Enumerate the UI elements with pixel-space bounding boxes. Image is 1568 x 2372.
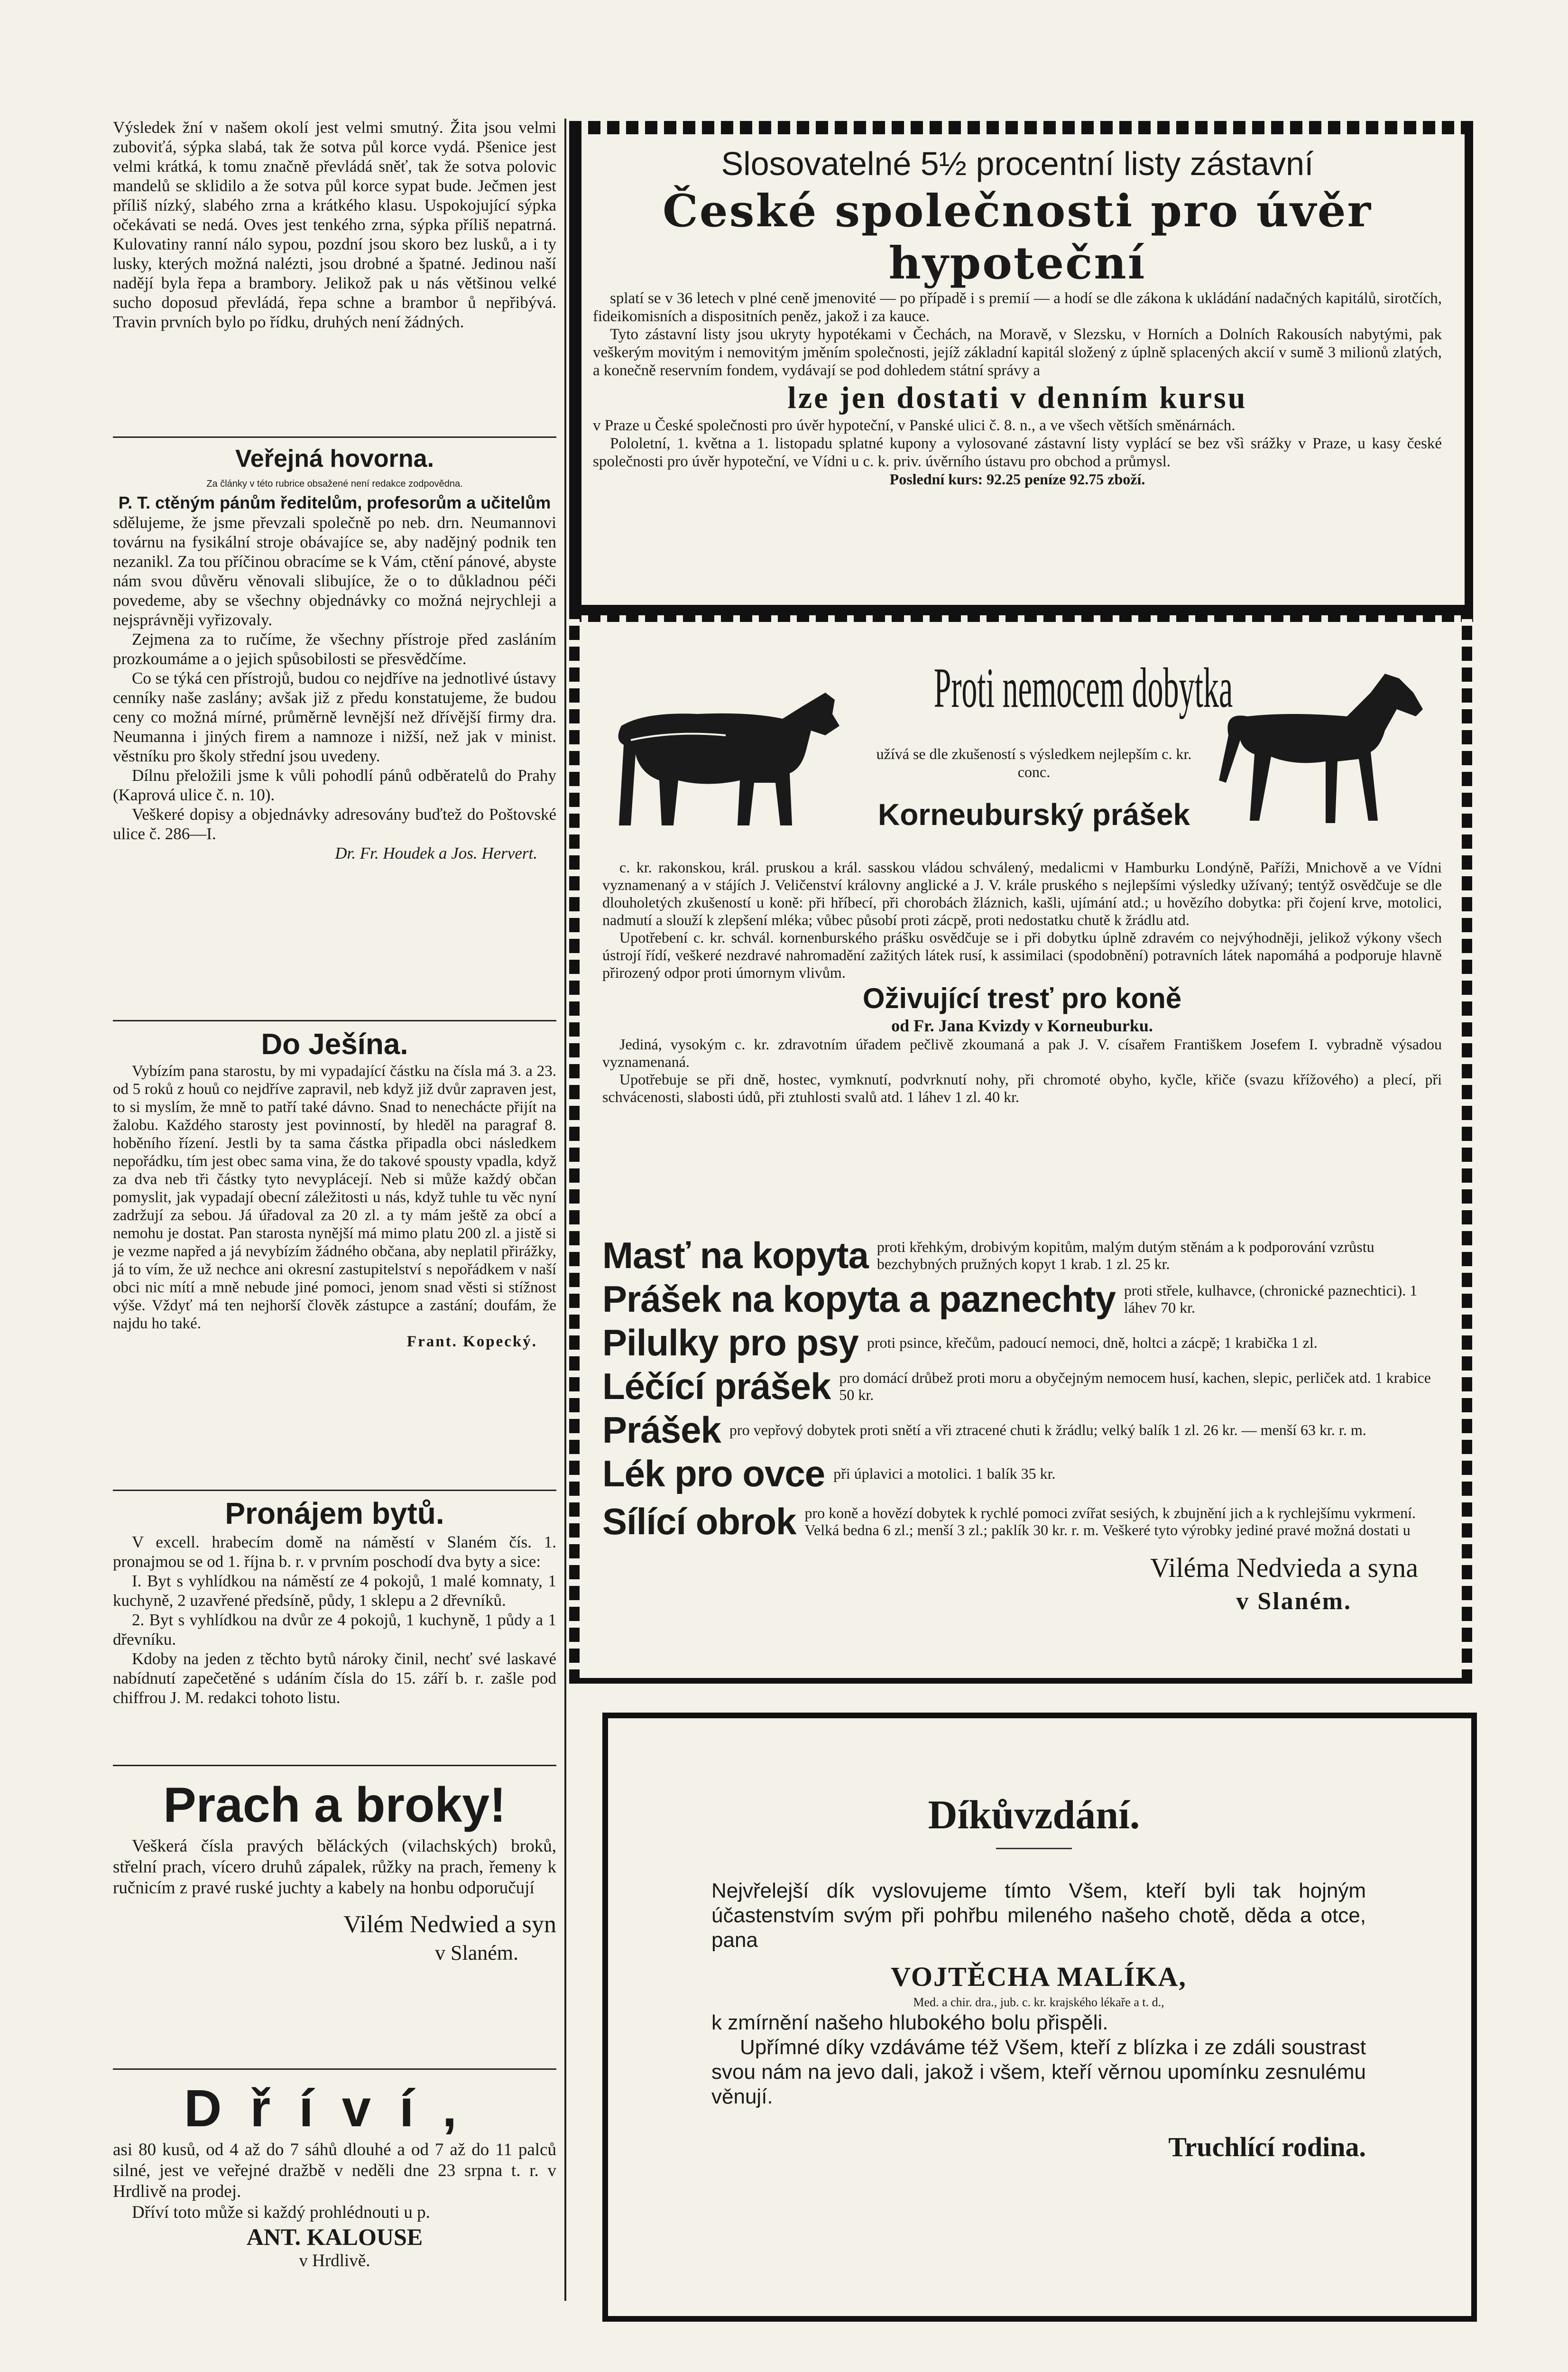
cattle-title: Proti nemocem dobytka [933, 656, 1233, 719]
column-divider [564, 119, 566, 2301]
product-row [602, 1321, 1442, 1364]
cattle-seller: Viléma Nedvieda a syna [1150, 1552, 1418, 1583]
product-desc: proti křehkým, drobivým kopitům, malým dutým stěnám a k podporování vzrůstu bezchybných pružných kopyt 1 krab. 1 zl. 25 kr. [876, 1238, 1374, 1272]
product-name: Sílící obrok [602, 1501, 796, 1542]
product-desc: při úplavici a motolici. 1 balík 35 kr. [833, 1465, 1056, 1482]
thanks-text: Upřímné díky vzdáváme též Všem, kteří z blízka i ze zdáli soustrast svou nám na jevo dali, jakož i všem, kteří věrnou upomínku zesnulému věnují. [711, 2036, 1366, 2108]
cattle-subtitle: užívá se dle zkušeností s výsledkem nejlepším c. kr. conc. [876, 745, 1192, 780]
product-row [602, 1277, 1442, 1321]
forum-paragraph: Co se týká cen přístrojů, budou co nejdříve na jednotlivé ústavy cenníky naše zaslány; avšak již z předu konstatujeme, že budou ceny co možná mírné, průměrně levnější než dřívější firmy dra. Neumanna i jiných firem a namnoze i nižší, než jak v minist. věstníku pro školy střední jsou uvedeny. [113, 669, 556, 765]
wood-text: asi 80 kusů, od 4 až do 7 sáhů dlouhé a od 7 až do 11 palců silné, jest ve veřejné dražbě v neděli dne 23 srpna t. r. v Hrdlivě na prodej. [113, 2140, 556, 2201]
deceased-title: Med. a chir. dra., jub. c. kr. krajského lékaře a t. d., [913, 1995, 1164, 2009]
divider [113, 1765, 556, 1766]
divider [113, 436, 556, 438]
thanks-text: Nejvřelejší dík vyslovujeme tímto Všem, kteří byli tak hojným účastenstvím svým při pohřbu mileného našeho chotě, děda a otce, pana [711, 1879, 1366, 1952]
forum-section [113, 444, 556, 863]
cattle-product: Korneuburský prášek [877, 797, 1190, 832]
divider [113, 1020, 556, 1021]
jesina-text: Vybízím pana starostu, by mi vypadající částku na čísla má 3. a 23. od 5 roků z houů co nejdříve zapravil, neb když již dvůr zapraven jest, to si myslím, že mně to patří také dávno. Snad to nenechácte přijít na žalobu. Každého starosty jest povinností, by hleděl na paragraf 8. hoběního řízení. Jestli by ta sama částka připadla obci následkem nepořádku, tím jest obec sama vina, že do takové spousty vpadla, když za dva neb tři částky tyto nevyplácejí. Neb si může každý občan pomyslit, jak vypadají obecní záležitosti u nás, když tuhle tu věc nyní zadržují za sebou. Já úřadoval za 20 zl. a ty mám ještě za obcí a nemohu je dostat. Pan starosta nynější má mimo platu 200 zl. a jistě si je vezme napřed a já nevybízím žádného občana, aby neplatil přirážky, já to vím, že už nechce ani okresní zastupitelství s nepořádkem v naší obci nic mítí a mně nebude jiné pomoci, jenom snad věsti si stížnost výše. Vždyť má ten nejhorší člověk zástupce a zastání; doufám, že najdu ho také. [113, 1063, 556, 1332]
product-row [602, 1452, 1442, 1495]
horse-illustration [1214, 664, 1437, 835]
wood-owner: ANT. KALOUSE [246, 2224, 423, 2250]
forum-paragraph: Dílnu přeložili jsme k vůli pohodlí pánů odběratelů do Prahy (Kaprová ulice č. n. 10). [113, 766, 556, 804]
wood-section [113, 2078, 556, 2271]
product-name: Masť na kopyta [602, 1234, 868, 1276]
cattle-text: Jediná, vysokým c. kr. zdravotním úřadem pečlivě zkoumaná a pak J. V. císařem Františkem Josefem I. vybradně výsadou vyznamenaná. [602, 1036, 1442, 1070]
divider [113, 2068, 556, 2070]
cow-illustration [602, 674, 849, 835]
bond-title-1: Slosovatelné 5½ procentní listy zástavní [721, 145, 1314, 182]
divider [113, 1490, 556, 1491]
harvest-report [113, 118, 556, 332]
product-desc: pro vepřový dobytek proti snětí a vři ztracené chuti k žrádlu; velký balík 1 zl. 26 kr. — menší 63 kr. r. m. [729, 1421, 1366, 1438]
rent-title: Pronájem bytů. [225, 1496, 444, 1530]
bond-where: v Praze u České společnosti pro úvěr hypoteční, v Panské ulici č. 8. n., a ve všech větších směnárnách. [593, 417, 1236, 434]
product-desc: pro domácí drůbež proti moru a obyčejným nemocem husí, kachen, slepic, perliček atd. 1 krabice 50 kr. [839, 1369, 1431, 1403]
harvest-text: Výsledek žní v našem okolí jest velmi smutný. Žita jsou velmi zuboviťá, sýpka slabá, tak že sotva půl korce vydá. Pšenice jest velmi krátká, k tomu značně převládá sněť, tak že sotva polovic mandelů se sklidilo a že sotva půl korce sypat bude. Ječmen jest příliš nízký, slabého zrna a krátkého klasu. Uspokojující sýpka očekávati se nedá. Oves jest tenkého zrna, sýpka příliš nepatrná. Kulovatiny ranní nálo sypou, pozdní jsou skoro bez lusků, a i ty lusky, kterých možná nalézti, jsou drobné a špatné. Jedinou naší nadějí byla řepa a brambory. Jelikož pak u nás většinou velké sucho doposud převládá, řepa schne a brambor ů nepřibývá. Travin prvních bylo po řídku, druhých není žádných. [113, 118, 556, 331]
product-desc: proti psince, křečům, padoucí nemoci, dně, holtci a zácpě; 1 krabička 1 zl. [867, 1334, 1318, 1351]
jesina-signature: Frant. Kopecký. [406, 1333, 537, 1350]
powder-text: Veškerá čísla pravých běláckých (vilachských) broků, střelní prach, vícero druhů zápalek, růžky na prach, řemeny k ručnicím z pravé ruské juchty a kabely na honbu odporučují [113, 1836, 556, 1898]
cattle-text: Upotřebení c. kr. schvál. kornenburského prášku osvědčuje se i při dobytku úplně zdravém co nejvýhodněji, jelikož výkony všech ústrojí řídí, veškeré nezdravé nahromadění zažitých látek rusí, k assimilaci (spodobnění) potravních látek napomáhá a podporuje hlavně přirozený odpor proti úmornym vlivům. [602, 929, 1442, 981]
powder-place: v Slaném. [435, 1941, 518, 1964]
forum-title: Veřejná hovorna. [235, 445, 434, 473]
powder-signature: Vilém Nedwied a syn [343, 1911, 556, 1938]
forum-salutation: P. T. ctěným pánům ředitelům, profesorům a učitelům [118, 493, 551, 512]
cattle-text: c. kr. rakonskou, král. pruskou a král. sasskou vládou schválený, medalicmi v Hamburku Londýně, Paříži, Mnichově a ve Vídni vyznamenaný a v stájích J. Veličenství královny anglické a J. V. krále pruského s nejlepšími výsledky užívaný; tentýž osvědčuje se dle dlouholetých zkušeností u koně: při hříbecí, při chorobách žláznich, kašli, ujímání atd.; u hovězího dobytka: při čojení krve, motolici, nadmutí a slouží k zlepšení mléka; vůbec působí proti zácpě, proti nedostatku chutě k žrádlu atd. [602, 859, 1442, 928]
rent-outro: Kdoby na jeden z těchto bytů nároky činil, nechť své laskavé nabídnutí zapečetěné s udáním čísla do 15. září b. r. zašle pod chiffrou J. M. redakci tohoto listu. [113, 1649, 556, 1707]
bond-cta: lze jen dostati v denním kursu [787, 380, 1247, 415]
bond-text: splatí se v 36 letech v plné ceně jmenovité — po případě i s premií — a hodí se dle zákona k ukládání nadačných kapitálů, sirotčích, fideikomisních a dispositních peněz, jakož i za kauce. [593, 290, 1442, 325]
cattle-from: od Fr. Jana Kvizdy v Korneuburku. [891, 1016, 1153, 1035]
product-name: Prášek na kopyta a paznechty [602, 1278, 1116, 1320]
deceased-name: VOJTĚCHA MALÍKA, [891, 1961, 1187, 1992]
bond-ad [593, 142, 1442, 488]
rent-section [113, 1494, 556, 1707]
product-desc: pro koně a hovězí dobytek k rychlé pomoci zvířat sesiých, k zbujnění jich a k rychlejšímu vykrmení. Velká bedna 6 zl.; menší 3 zl.; paklík 30 kr. r. m. Veškeré tyto výrobky jediné pravé možná dostati u [804, 1504, 1416, 1538]
bond-title-2: České společnosti pro úvěr hypoteční [662, 185, 1373, 289]
thanks-ornament [996, 1848, 1072, 1849]
product-name: Léčící prášek [602, 1365, 831, 1407]
product-name: Pilulky pro psy [602, 1322, 858, 1363]
cattle-body [602, 859, 1442, 1106]
jesina-title: Do Ješína. [261, 1028, 408, 1061]
rent-item: 2. Byt s vyhlídkou na dvůr ze 4 pokojů, 1 kuchyně, 1 půdy a 1 dřevníku. [113, 1611, 556, 1649]
product-name: Lék pro ovce [602, 1453, 825, 1494]
rent-intro: V excell. hrabecím domě na náměstí v Slaném čís. 1. pronajmou se od 1. října b. r. v prvním poschodí dva byty a sice: [113, 1533, 556, 1571]
wood-text-2: Dříví toto může si každý prohlédnouti u p. [132, 2203, 430, 2222]
bond-text: Pololetní, 1. května a 1. listopadu splatné kupony a vylosované zástavní listy vyplácí se bez všì srážky v Praze, u kasy české společnosti pro úvěr hypoteční, ve Vídni u c. k. priv. úvěrního ústavu pro obchod a průmysl. [593, 435, 1442, 470]
bond-rate: Poslední kurs: 92.25 peníze 92.75 zboží. [889, 471, 1145, 488]
product-row [602, 1495, 1442, 1547]
thanks-text: k zmírnění našeho hlubokého bolu přispěli. [711, 2011, 1108, 2034]
product-row [602, 1233, 1442, 1277]
forum-disclaimer: Za články v této rubrice obsažené není redakce zodpovědna. [206, 479, 463, 489]
forum-paragraph: Zejmena za to ručíme, že všechny přístroje před zasláním prozkoumáme a o jejich spůsobilosti se přesvědčíme. [113, 630, 556, 668]
wood-title: Dříví, [184, 2079, 486, 2138]
product-name: Prášek [602, 1409, 721, 1451]
forum-paragraph: Veškeré dopisy a objednávky adresovány buďtež do Poštovské ulice č. 286—I. [113, 805, 556, 843]
powder-title: Prach a broky! [163, 1778, 506, 1833]
product-row [602, 1364, 1442, 1408]
cattle-seller-place: v Slaném. [1236, 1588, 1352, 1615]
rent-item: I. Byt s vyhlídkou na náměstí ze 4 pokojů, 1 malé komnaty, 1 kuchyně, 2 uzavřené předsíně, půdy, 1 sklepu a 2 dřevníků. [113, 1572, 556, 1610]
product-list [602, 1233, 1442, 1547]
thanks-body [711, 1879, 1366, 2166]
powder-section [113, 1774, 556, 1965]
wood-place: v Hrdlivě. [299, 2251, 370, 2270]
cattle-text: Upotřebuje se při dně, hostec, vymknutí, podvrknutí nohy, při chromoté obyho, kyčle, křiče (svazu křížového) a plecí, při schvácenosti, slabosti údů, při ztuhlosti svalů atd. 1 láhev 1 zl. 40 kr. [602, 1071, 1442, 1105]
thanks-title: Díkůvzdání. [928, 1792, 1140, 1837]
jesina-section [113, 1027, 556, 1351]
bond-text: Tyto zástavní listy jsou ukryty hypotékami v Čechách, na Moravě, v Slezsku, v Horních a Dolních Rakousích nabytými, pak veškerým movitým i nemovitým jměním společnosti, jejíž základní kapitál složený z úplně splacených akcií v sumě 3 milionů zlatých, a konečně reservním fondem, vydávají se pod dohledem státní správy a [593, 326, 1442, 379]
product-desc: proti střele, kulhavce, (chronické paznechtici). 1 láhev 70 kr. [1124, 1282, 1418, 1316]
product-row [602, 1408, 1442, 1452]
thanks-signature: Truchlící rodina. [1168, 2131, 1366, 2162]
forum-paragraph: sdělujeme, že jsme převzali společně po neb. drn. Neumannovi továrnu na fysikální stroje obávajíce se, aby nadějný podnik ten nezanikl. Za tou příčinou obracíme se k Vám, ctění pánové, abyste nám svou důvěru věnovali slibujíce, že o to důkladnou péči povedeme, aby se všechny objednávky co možná nejrychleji a nejsprávněji vyřizovaly. [113, 513, 556, 629]
cattle-title-2: Oživující tresť pro koně [862, 982, 1182, 1014]
forum-signature: Dr. Fr. Houdek a Jos. Hervert. [335, 844, 537, 862]
